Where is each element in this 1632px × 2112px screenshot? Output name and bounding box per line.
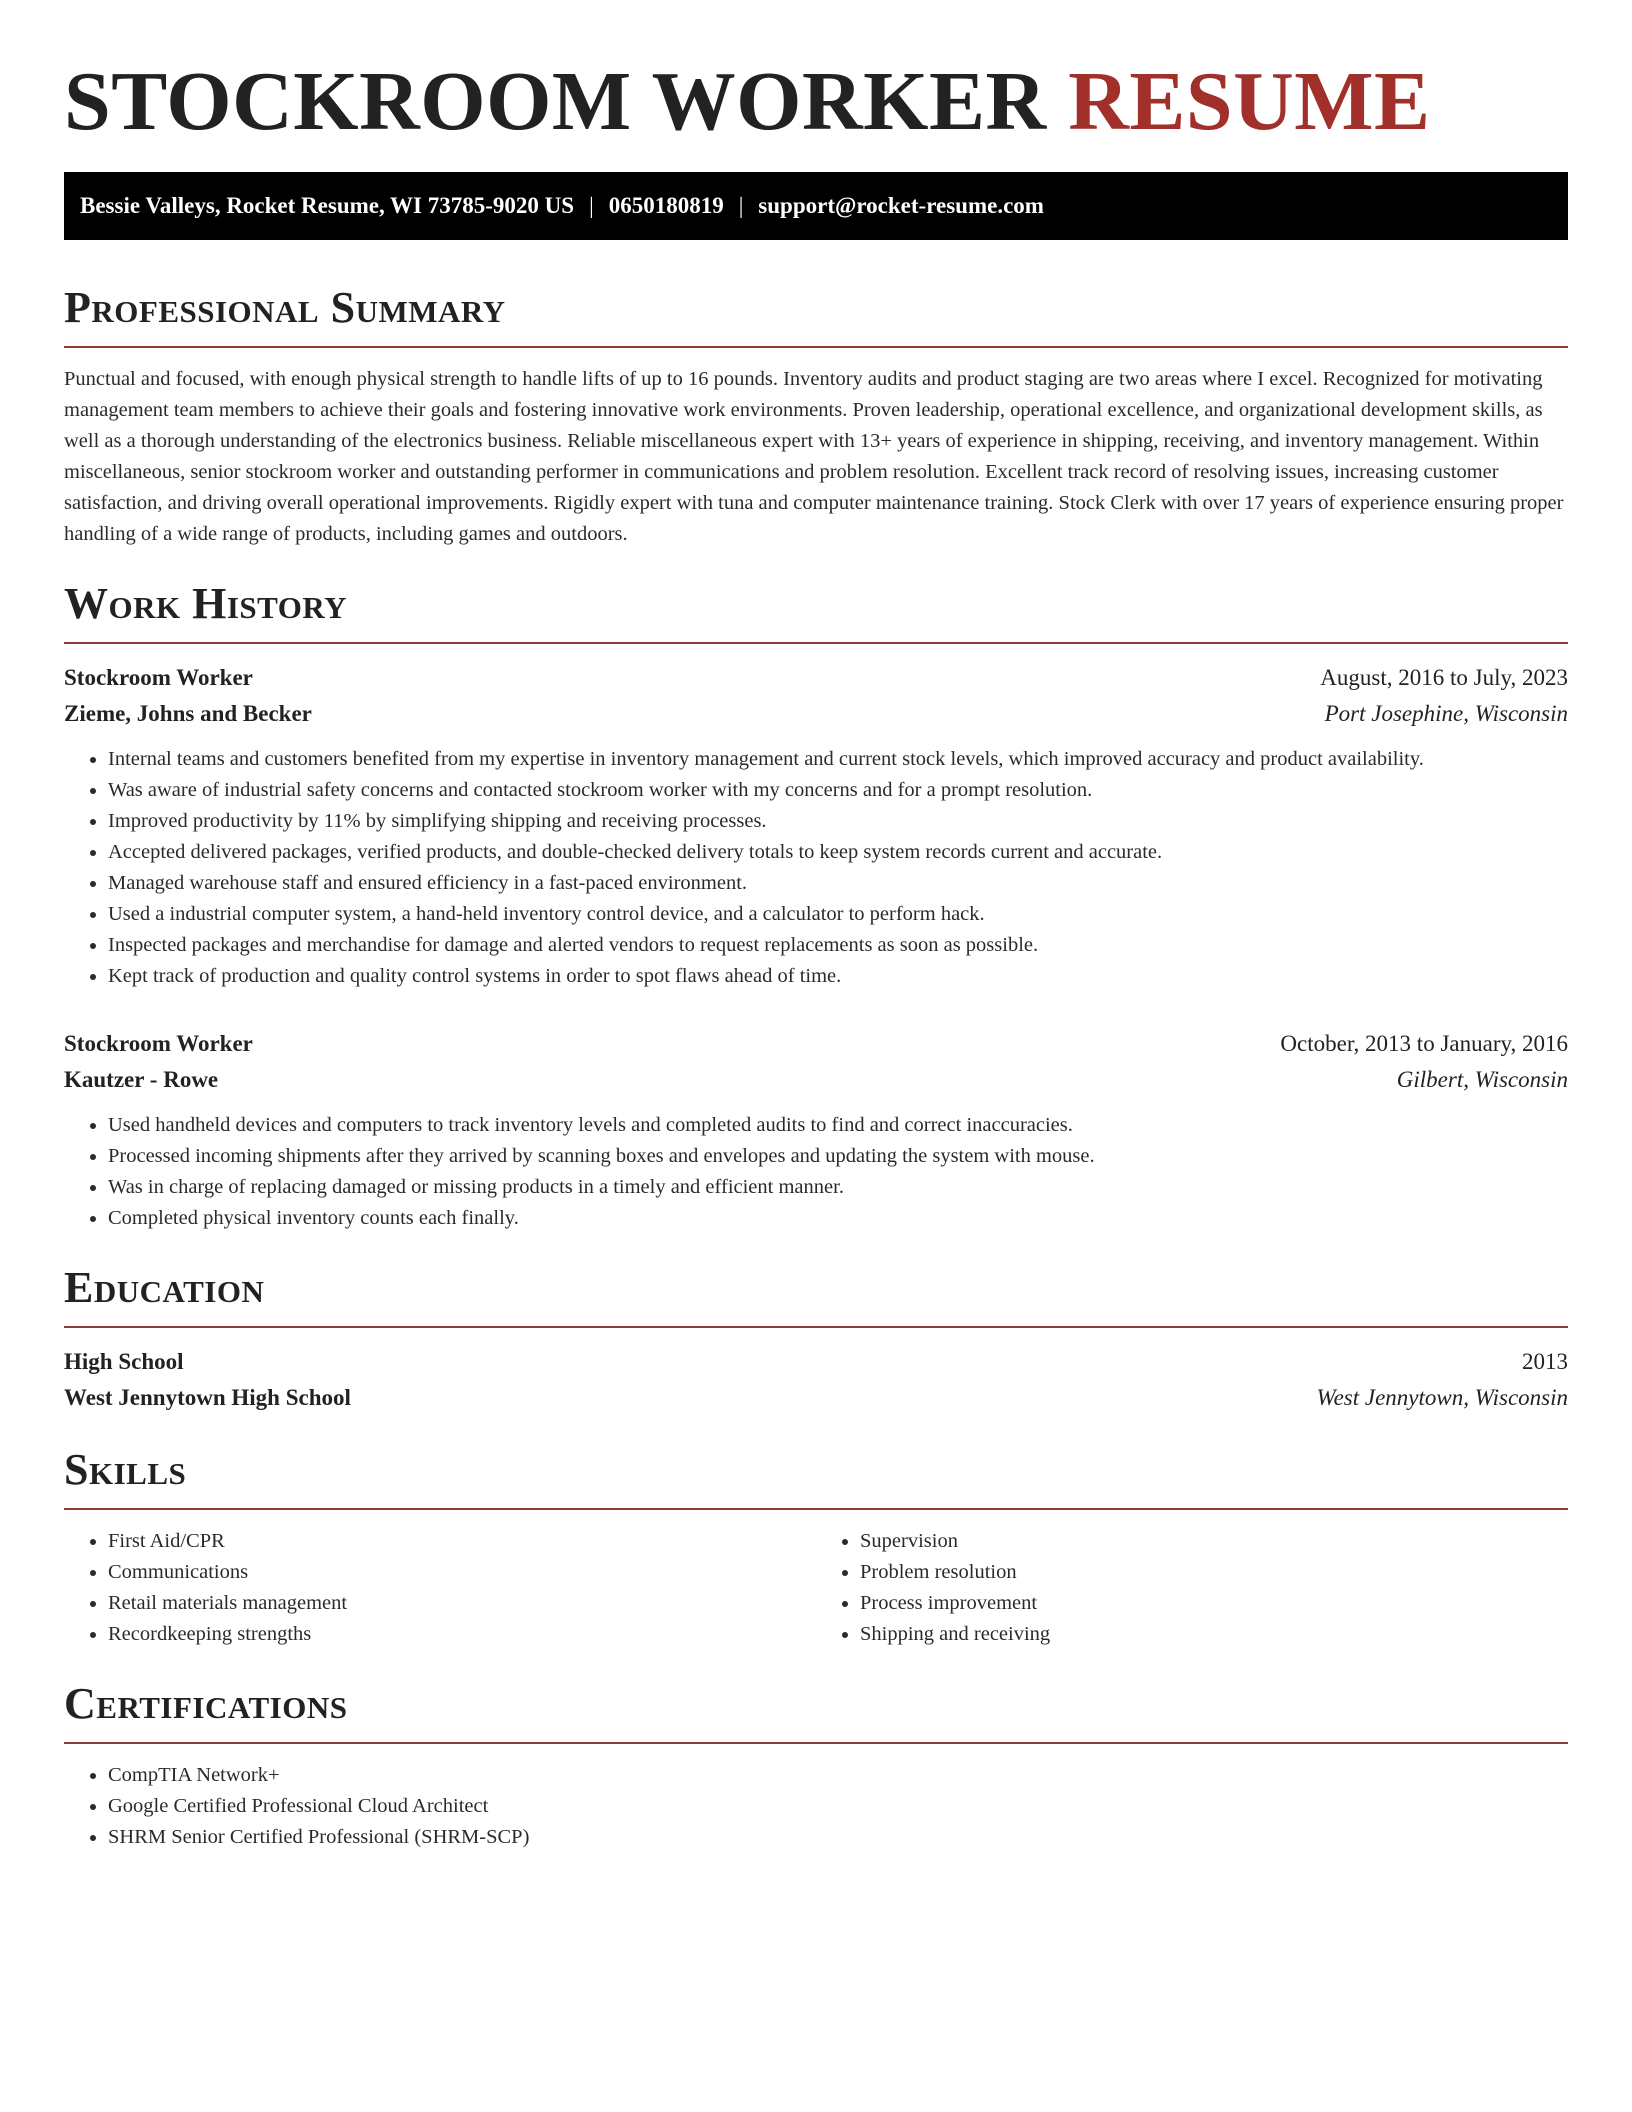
- job-bullet: • Accepted delivered packages, verified products, and double-checked delivery totals to keep system records current and accurate.: [108, 837, 1568, 868]
- skills-column-right: [816, 1526, 1568, 1650]
- skill-item: • Problem resolution: [860, 1557, 1568, 1588]
- section-divider: [64, 642, 1568, 644]
- certification-list: [64, 1760, 1568, 1853]
- resume-page: [64, 52, 1568, 1853]
- education-year: 2013: [1522, 1349, 1568, 1374]
- skill-item: • Process improvement: [860, 1588, 1568, 1619]
- title-accent: RESUME: [1068, 55, 1431, 148]
- certifications-section: [64, 1676, 1568, 1853]
- job-bullets: [64, 1110, 1568, 1234]
- skill-item: • Communications: [108, 1557, 816, 1588]
- summary-text: Punctual and focused, with enough physical strength to handle lifts of up to 16 pounds. Inventory audits and product staging are two areas where I excel. Recognized for motivating management team members to achieve their goals and fostering innovative work environments. Proven leadership, operational excellence, and organizational development skills, as well as a thorough understanding of the electronics business. Reliable miscellaneous expert with 13+ years of experience in shipping, receiving, and inventory management. Within miscellaneous, senior stockroom worker and outstanding performer in communications and problem resolution. Excellent track record of resolving issues, increasing customer satisfaction, and driving overall operational improvements. Rigidly expert with tuna and computer maintenance training. Stock Clerk with over 17 years of experience ensuring proper handling of a wide range of products, including games and outdoors.: [64, 368, 1564, 545]
- education-section: [64, 1260, 1568, 1416]
- education-location: West Jennytown, Wisconsin: [1316, 1385, 1568, 1410]
- resume-title: [64, 52, 1568, 152]
- work-history-section: [64, 576, 1568, 1234]
- section-divider: [64, 1326, 1568, 1328]
- job-bullet: • Completed physical inventory counts each finally.: [108, 1203, 1568, 1234]
- job-location: Port Josephine, Wisconsin: [1324, 701, 1568, 726]
- job-bullet: • Inspected packages and merchandise for damage and alerted vendors to request replacements as soon as possible.: [108, 930, 1568, 961]
- job-company-row: [64, 1062, 1568, 1098]
- job-bullet: • Managed warehouse staff and ensured efficiency in a fast-paced environment.: [108, 868, 1568, 899]
- job-bullet: • Internal teams and customers benefited from my expertise in inventory management and current stock levels, which improved accuracy and product availability.: [108, 744, 1568, 775]
- job-dates: October, 2013 to January, 2016: [1280, 1031, 1568, 1056]
- job-company: Kautzer - Rowe: [64, 1067, 219, 1092]
- education-school-row: [64, 1380, 1568, 1416]
- skill-item: • First Aid/CPR: [108, 1526, 816, 1557]
- job-title-row: [64, 660, 1568, 696]
- skills-grid: [64, 1526, 1568, 1650]
- certification-item: • Google Certified Professional Cloud Architect: [108, 1791, 1568, 1822]
- section-divider: [64, 1742, 1568, 1744]
- skill-item: • Retail materials management: [108, 1588, 816, 1619]
- contact-address: Bessie Valleys, Rocket Resume, WI 73785-9020 US: [80, 193, 575, 218]
- skill-item: • Shipping and receiving: [860, 1619, 1568, 1650]
- section-divider: [64, 346, 1568, 348]
- job-title: Stockroom Worker: [64, 665, 253, 690]
- contact-bar: [64, 172, 1568, 240]
- job-bullet: • Improved productivity by 11% by simplifying shipping and receiving processes.: [108, 806, 1568, 837]
- education-degree-row: [64, 1344, 1568, 1380]
- section-divider: [64, 1508, 1568, 1510]
- job-company: Zieme, Johns and Becker: [64, 701, 312, 726]
- job-bullet: • Was in charge of replacing damaged or missing products in a timely and efficient manner.: [108, 1172, 1568, 1203]
- contact-separator: |: [738, 193, 744, 218]
- job-entry: [64, 1026, 1568, 1234]
- education-school: West Jennytown High School: [64, 1385, 351, 1410]
- job-title: Stockroom Worker: [64, 1031, 253, 1056]
- skill-item: • Recordkeeping strengths: [108, 1619, 816, 1650]
- contact-phone: 0650180819: [608, 193, 724, 218]
- certification-item: • CompTIA Network+: [108, 1760, 1568, 1791]
- skills-column-left: [64, 1526, 816, 1650]
- section-title-certifications: Certifications: [64, 1679, 348, 1728]
- skill-item: • Supervision: [860, 1526, 1568, 1557]
- job-entry: [64, 660, 1568, 992]
- job-bullet: • Processed incoming shipments after they arrived by scanning boxes and envelopes and updating the system with mouse.: [108, 1141, 1568, 1172]
- job-bullet: • Used handheld devices and computers to track inventory levels and completed audits to find and correct inaccuracies.: [108, 1110, 1568, 1141]
- education-degree: High School: [64, 1349, 184, 1374]
- section-title-work-history: Work History: [64, 579, 348, 628]
- certification-item: • SHRM Senior Certified Professional (SHRM-SCP): [108, 1822, 1568, 1853]
- contact-separator: |: [589, 193, 594, 218]
- job-bullet: • Was aware of industrial safety concerns and contacted stockroom worker with my concerns and for a prompt resolution.: [108, 775, 1568, 806]
- title-main: STOCKROOM WORKER: [64, 55, 1047, 148]
- contact-email: support@rocket-resume.com: [758, 193, 1044, 218]
- summary-section: [64, 280, 1568, 550]
- job-dates: August, 2016 to July, 2023: [1320, 665, 1568, 690]
- section-title-summary: Professional Summary: [64, 283, 506, 332]
- job-bullet: • Kept track of production and quality control systems in order to spot flaws ahead of time.: [108, 961, 1568, 992]
- job-bullets: [64, 744, 1568, 992]
- job-title-row: [64, 1026, 1568, 1062]
- job-bullet: • Used a industrial computer system, a hand-held inventory control device, and a calculator to perform hack.: [108, 899, 1568, 930]
- section-title-skills: Skills: [64, 1445, 187, 1494]
- skills-section: [64, 1442, 1568, 1650]
- job-company-row: [64, 696, 1568, 732]
- section-title-education: Education: [64, 1263, 265, 1312]
- job-location: Gilbert, Wisconsin: [1396, 1067, 1568, 1092]
